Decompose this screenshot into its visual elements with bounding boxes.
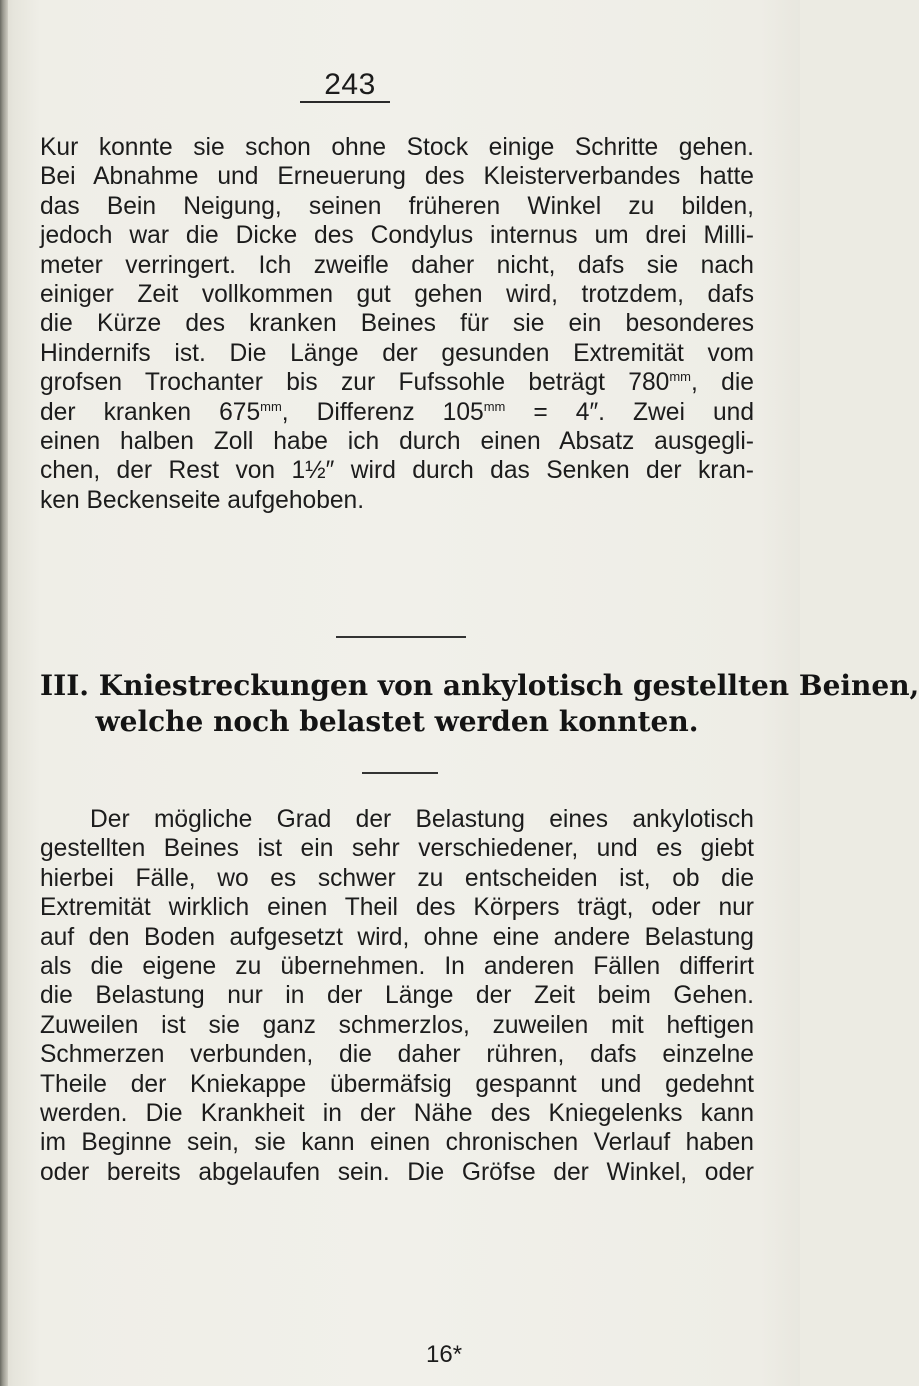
text-line: als die eigene zu übernehmen. In anderen Fällen differirt (40, 953, 754, 981)
text-line: einen halben Zoll habe ich durch einen Absatz ausgegli- (40, 428, 754, 456)
text-line: oder bereits abgelaufen sein. Die Gröfse der Winkel, oder (40, 1158, 754, 1186)
section-title-line: III. Kniestreckungen von ankylotisch gestellten Beinen, (40, 669, 919, 702)
paragraph-continuation (40, 133, 754, 515)
text-line-measurement (40, 398, 754, 427)
text-fragment: = 4″. Zwei und (505, 398, 754, 426)
book-gutter-shadow (0, 0, 8, 1386)
text-line: Hindernifs ist. Die Länge der gesunden Extremität vom (40, 339, 754, 367)
section-heading (40, 668, 919, 740)
text-line: gestellten Beines ist ein sehr verschiedener, und es giebt (40, 835, 754, 863)
text-line: hierbei Fälle, wo es schwer zu entscheiden ist, ob die (40, 864, 754, 892)
text-fragment: , Differenz 105 (281, 398, 484, 426)
text-line: die Kürze des kranken Beines für sie ein besonderes (40, 310, 754, 338)
text-line: die Belastung nur in der Länge der Zeit beim Gehen. (40, 982, 754, 1010)
text-line: werden. Die Krankheit in der Nähe des Kniegelenks kann (40, 1100, 754, 1128)
text-line: jedoch war die Dicke des Condylus internus um drei Milli- (40, 222, 754, 250)
text-line: chen, der Rest von 1½″ wird durch das Senken der kran- (40, 457, 754, 485)
unit-superscript: mm (483, 398, 506, 414)
text-line: Schmerzen verbunden, die daher rühren, dafs einzelne (40, 1041, 754, 1069)
unit-superscript: mm (260, 398, 282, 414)
heading-separator-rule (362, 772, 438, 774)
page-number-underline (300, 101, 390, 103)
text-line: meter verringert. Ich zweifle daher nicht, dafs sie nach (40, 251, 754, 279)
page-number: 243 (324, 68, 376, 101)
section-separator-rule (336, 636, 466, 638)
text-line: Kur konnte sie schon ohne Stock einige Schritte gehen. (40, 134, 754, 161)
paragraph-body (40, 805, 754, 1187)
signature-mark: 16* (426, 1341, 463, 1368)
text-fragment: der kranken 675 (40, 398, 261, 426)
text-line: Theile der Kniekappe übermäfsig gespannt und gedehnt (40, 1070, 754, 1098)
text-line: einiger Zeit vollkommen gut gehen wird, trotzdem, dafs (40, 281, 754, 309)
section-title-line: welche noch belastet werden konnten. (95, 705, 699, 738)
text-line-measurement (40, 368, 754, 397)
text-fragment: , die (691, 369, 754, 397)
unit-superscript: mm (669, 369, 692, 385)
text-line: ken Beckenseite aufgehoben. (40, 486, 365, 514)
text-line: Extremität wirklich einen Theil des Körpers trägt, oder nur (40, 894, 754, 922)
text-line: Zuweilen ist sie ganz schmerzlos, zuweilen mit heftigen (40, 1011, 754, 1039)
text-line: im Beginne sein, sie kann einen chronischen Verlauf haben (40, 1129, 754, 1157)
text-line: Der mögliche Grad der Belastung eines ankylotisch (90, 806, 754, 833)
text-line: auf den Boden aufgesetzt wird, ohne eine andere Belastung (40, 923, 754, 951)
text-line: Bei Abnahme und Erneuerung des Kleisterverbandes hatte (40, 163, 754, 191)
text-fragment: grofsen Trochanter bis zur Fufssohle beträgt 780 (40, 369, 670, 397)
text-line: das Bein Neigung, seinen früheren Winkel zu bilden, (40, 192, 754, 220)
